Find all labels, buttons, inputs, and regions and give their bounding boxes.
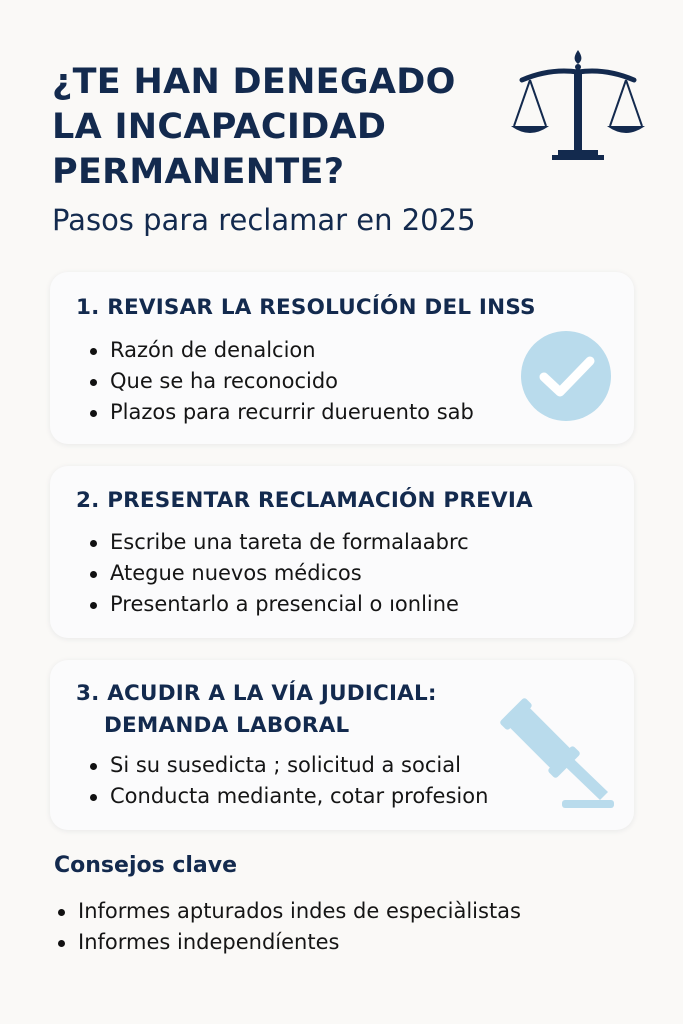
list-item: Conducta mediante, cotar profesion [88,781,488,812]
scales-of-justice-icon [508,48,648,164]
title-line-1: ¿TE HAN DENEGADO [52,62,456,102]
checkmark-circle-icon [520,330,612,422]
list-item: Si su susedicta ; solicitud a social [88,750,488,781]
list-item: Plazos para recurrir dueruento sab [88,397,474,428]
step-3-title: 3. ACUDIR A LA VÍA JUDICIAL: DEMANDA LABORAL [76,681,437,738]
step-2-card [50,466,634,638]
list-item: Presentarlo a presencial o ıonline [88,589,469,620]
step-1-title: 1. REVISAR LA RESOLUCÍÓN DEL INSS [76,295,536,320]
step-1-list [88,335,474,428]
step-2-list [88,527,469,620]
step-3-card [50,660,634,830]
title-line-2: LA INCAPACIDAD [52,107,387,147]
step-3-list [88,750,488,812]
step-2-title: 2. PRESENTAR RECLAMACIÓN PREVIA [76,488,533,513]
list-item: Informes independíentes [56,927,521,958]
list-item: Escribe una tareta de formalaabrc [88,527,469,558]
list-item: Informes apturados indes de especiàlistas [56,896,521,927]
gavel-icon [496,684,616,814]
tips-list [56,896,521,958]
list-item: Ategue nuevos médicos [88,558,469,589]
tips-title: Consejos clave [54,853,238,878]
list-item: Razón de denalcion [88,335,474,366]
page-subtitle: Pasos para reclamar en 2025 [52,203,476,237]
step-1-card [50,272,634,444]
list-item: Que se ha reconocido [88,366,474,397]
title-line-3: PERMANENTE? [52,152,345,192]
page-title [52,60,492,195]
